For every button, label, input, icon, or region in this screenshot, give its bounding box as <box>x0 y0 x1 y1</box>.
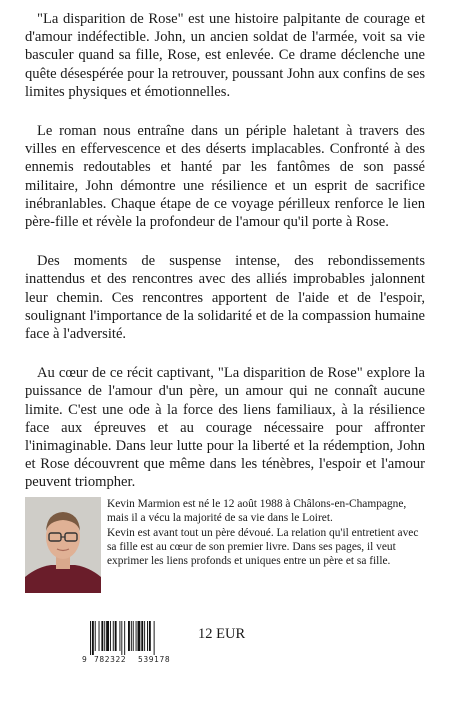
barcode-bar <box>124 621 125 655</box>
synopsis-paragraph: "La disparition de Rose" est une histoire palpitante de courage et d'amour indéfectible. John, un ancien soldat de l'armée, voit sa vie basculer quand sa fille, Rose, est enlevée. Ce drame déclenche une quête désespérée pour la retrouver, poussant John aux confins de ses limites physiques et émotionnelles. <box>25 11 425 100</box>
isbn-barcode <box>82 615 182 663</box>
barcode-bar <box>115 621 117 651</box>
barcode-bar <box>133 621 134 651</box>
barcode-bar <box>136 621 137 651</box>
price-label: 12 EUR <box>198 626 246 642</box>
barcode-bar <box>92 621 94 655</box>
author-section <box>25 497 425 609</box>
barcode-bar <box>110 621 111 651</box>
barcode-bar <box>154 621 155 655</box>
barcode-bar <box>90 621 91 655</box>
barcode-bar <box>101 621 103 651</box>
back-cover-synopsis <box>25 10 425 513</box>
synopsis-paragraph: Le roman nous entraîne dans un périple haletant à travers des villes en effervescence et des déserts implacables. Confronté à des ennemis redoutables et hanté par les fantômes de son passé militaire, John démontre une résilience et un esprit de sacrifice inébranlables. Chaque étape de ce voyage périlleux renforce le lien père-fille et révèle la profondeur de l'amour qu'il porte à Rose. <box>25 123 425 231</box>
author-bio-paragraph: Kevin est avant tout un père dévoué. La relation qu'il entretient avec sa fille est au cœur de son premier livre. Dans ses pages, il veut exprimer les liens profonds et uniques entre un père et sa fille. <box>107 526 419 568</box>
author-portrait-icon <box>25 497 101 593</box>
author-photo <box>25 497 101 593</box>
author-bio-paragraph: Kevin Marmion est né le 12 août 1988 à Châlons-en-Champagne, mais il a vécu la majorité de sa vie dans le Loiret. <box>107 498 407 525</box>
barcode-lead-digit: 9 <box>82 655 88 664</box>
barcode-bar <box>119 621 120 651</box>
barcode-bar <box>138 621 141 651</box>
barcode-bar <box>141 621 143 651</box>
barcode-bar <box>147 621 148 651</box>
barcode-bar <box>121 621 122 655</box>
barcode-bar <box>128 621 130 651</box>
barcode-bar <box>99 621 100 651</box>
barcode-digits-left: 782322 <box>94 655 127 664</box>
barcode-bar <box>131 621 132 651</box>
barcode-bar <box>144 621 145 651</box>
barcode-bar <box>149 621 151 651</box>
barcode-digits-right: 539178 <box>138 655 171 664</box>
synopsis-paragraph: Des moments de suspense intense, des rebondissements inattendus et des rencontres avec des alliés improbables jalonnent leur chemin. Ces rencontres apportent de l'aide et de l'espoir, soulignant l'importance de la solidarité et de la compassion humaine face à l'adversité. <box>25 253 425 343</box>
barcode-bars <box>88 621 180 655</box>
barcode-bar <box>104 621 105 651</box>
synopsis-paragraph: Au cœur de ce récit captivant, "La disparition de Rose" explore la puissance de l'amour d'un père, un amour qui ne connaît aucune limite. C'est une ode à la force des liens familiaux, à la résilience face aux épreuves et au courage nécessaire pour affronter l'inimaginable. Dans leur lutte pour la liberté et la rédemption, John et Rose découvrent que même dans les ténèbres, l'espoir et l'amour peuvent triompher. <box>25 365 425 491</box>
author-bio <box>107 497 425 568</box>
barcode-bar <box>95 621 96 651</box>
barcode-bar <box>113 621 114 651</box>
barcode-bar <box>106 621 109 651</box>
